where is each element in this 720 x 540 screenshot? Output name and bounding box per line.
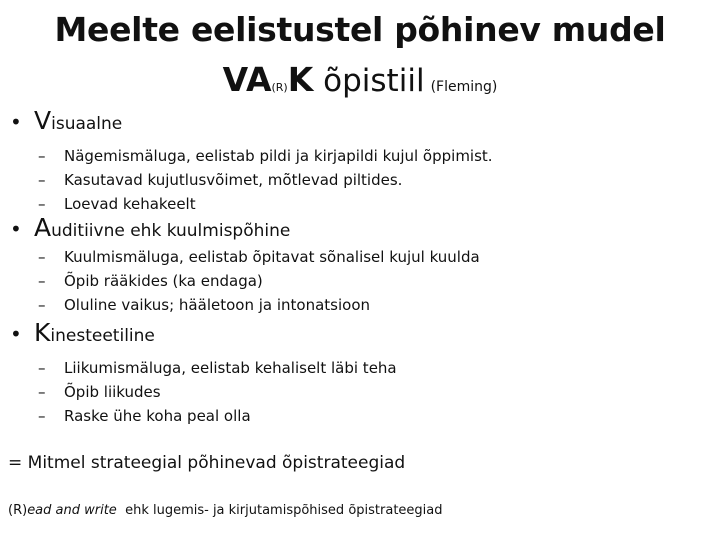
section-visual (10, 106, 710, 216)
dash-icon: – (38, 359, 46, 377)
list-item-text: Raske ühe koha peal olla (64, 407, 251, 425)
list-item (38, 144, 710, 168)
section-heading (34, 318, 155, 351)
sub-list (38, 356, 710, 428)
list-item (38, 245, 710, 269)
bullet-icon: • (10, 110, 22, 134)
bullet-icon: • (10, 322, 22, 346)
footnote (8, 500, 443, 522)
list-item-text: Loevad kehakeelt (64, 195, 196, 213)
slide-title-line2 (0, 58, 720, 110)
list-item (38, 293, 710, 317)
title-fleming: (Fleming) (430, 79, 498, 95)
bullet-icon: • (10, 217, 22, 241)
footnote-rest: ehk lugemis- ja kirjutamispõhised õpistrateegiad (116, 503, 443, 518)
title-opistiil: õpistiil (313, 63, 425, 99)
section-heading (34, 213, 290, 246)
list-item-text: Kuulmismäluga, eelistab õpitavat sõnalisel kujul kuulda (64, 248, 480, 266)
list-item (38, 380, 710, 404)
list-item-text: Kasutavad kujutlusvõimet, mõtlevad piltides. (64, 171, 403, 189)
sub-list (38, 144, 710, 216)
title-k: K (287, 60, 314, 99)
title-r-subscript: (R) (271, 81, 288, 94)
list-item (38, 356, 710, 380)
dash-icon: – (38, 171, 46, 189)
list-item (38, 269, 710, 293)
list-item-text: Nägemismäluga, eelistab pildi ja kirjapildi kujul õppimist. (64, 147, 493, 165)
heading-rest: uditiivne ehk kuulmispõhine (51, 221, 291, 241)
section-auditory (10, 213, 710, 317)
slide-title-line1: Meelte eelistustel põhinev mudel (54, 10, 666, 49)
dash-icon: – (38, 296, 46, 314)
section-heading (34, 106, 122, 139)
list-item-text: Õpib rääkides (ka endaga) (64, 272, 263, 290)
heading-rest: inesteetiline (50, 326, 155, 346)
list-item-text: Õpib liikudes (64, 383, 161, 401)
list-item (38, 168, 710, 192)
dash-icon: – (38, 383, 46, 401)
dash-icon: – (38, 195, 46, 213)
dash-icon: – (38, 248, 46, 266)
list-item-text: Liikumismäluga, eelistab kehaliselt läbi teha (64, 359, 397, 377)
heading-initial: A (34, 213, 52, 242)
section-kinesthetic (10, 318, 710, 428)
heading-initial: K (34, 318, 51, 347)
footnote-prefix: (R) (8, 503, 28, 518)
heading-initial: V (34, 106, 52, 135)
summary-line: = Mitmel strateegial põhinevad õpistrateegiad (8, 453, 406, 473)
heading-rest: isuaalne (51, 114, 123, 134)
sub-list (38, 245, 710, 317)
title-va: VA (222, 60, 272, 99)
list-item (38, 404, 710, 428)
dash-icon: – (38, 147, 46, 165)
list-item-text: Oluline vaikus; hääletoon ja intonatsioon (64, 296, 371, 314)
dash-icon: – (38, 272, 46, 290)
dash-icon: – (38, 407, 46, 425)
footnote-italic: ead and write (27, 503, 117, 518)
